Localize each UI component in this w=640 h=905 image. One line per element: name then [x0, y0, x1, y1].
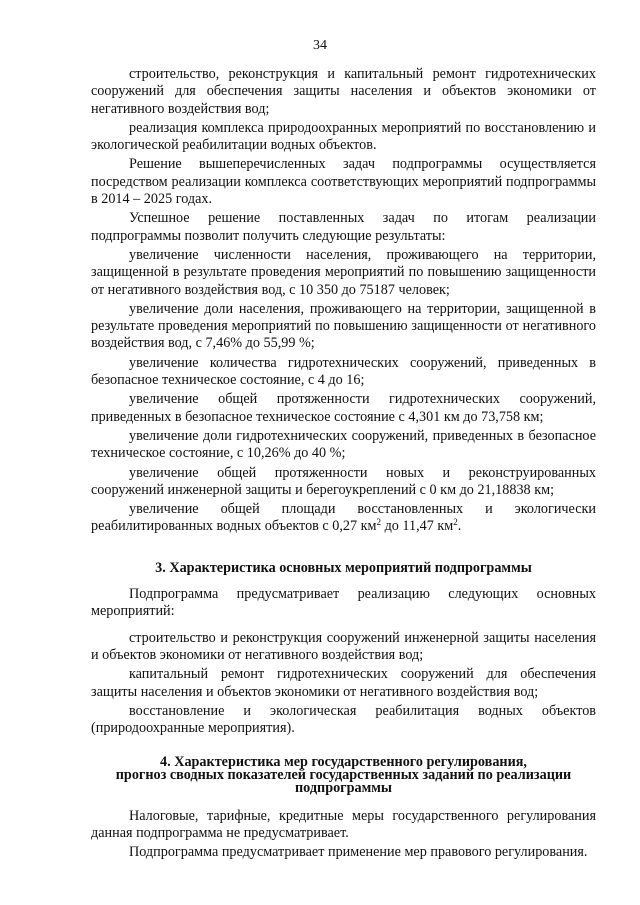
result-text-part: до 11,47 км [381, 518, 454, 535]
result-item: увеличение численности населения, проживающего на территории, защищенной в результате проведения мероприятий по повышению защищенности от негативного воздействия вод, с 10 350 до 75187 человек; [91, 246, 596, 298]
superscript: 2 [453, 517, 458, 528]
result-item-area [91, 501, 596, 536]
result-item: увеличение количества гидротехнических сооружений, приведенных в безопасное техническое состояние, с 4 до 16; [91, 354, 596, 389]
section-4-heading-line: 4. Характеристика мер государственного регулирования, [160, 753, 527, 770]
page-number: 34 [313, 38, 327, 53]
paragraph: Налоговые, тарифные, кредитные меры государственного регулирования данная подпрограмма не предусматривает. [91, 807, 596, 842]
result-item: увеличение общей протяженности гидротехнических сооружений, приведенных в безопасное техническое состояние с 4,301 км до 73,758 км; [91, 391, 596, 425]
paragraph: Подпрограмма предусматривает реализацию следующих основных мероприятий: [91, 586, 596, 620]
section-3-heading: 3. Характеристика основных мероприятий подпрограммы [155, 559, 532, 576]
result-item: увеличение общей протяженности новых и реконструированных сооружений инженерной защиты и берегоукреплений с 0 км до 21,18838 км; [91, 464, 596, 498]
section-4-heading-line: прогноз сводных показателей государственных заданий по реализации [115, 766, 572, 783]
activity-item: восстановление и экологическая реабилитация водных объектов (природоохранные мероприятия). [91, 702, 596, 737]
paragraph: Успешное решение поставленных задач по итогам реализации подпрограммы позволит получить следующие результаты: [91, 210, 596, 244]
result-item: увеличение доли гидротехнических сооружений, приведенных в безопасное техническое состояние, с 10,26% до 40 %; [91, 427, 596, 462]
paragraph: реализация комплекса природоохранных мероприятий по восстановлению и экологической реабилитации водных объектов. [91, 119, 596, 154]
result-item: увеличение доли населения, проживающего на территории, защищенной в результате проведения мероприятий по повышению защищенности от негативного воздействия вод, с 7,46% до 55,99 %; [91, 300, 596, 352]
paragraph: строительство, реконструкция и капитальный ремонт гидротехнических сооружений для обеспечения защиты населения и объектов экономики от негативного воздействия вод; [91, 66, 596, 117]
section-4-heading-line: подпрограммы [294, 780, 393, 797]
paragraph: Подпрограмма предусматривает применение мер правового регулирования. [129, 844, 588, 861]
section-4-heading [91, 753, 596, 797]
result-text-part: . [457, 518, 462, 535]
paragraph: Решение вышеперечисленных задач подпрограммы осуществляется посредством реализации комплекса соответствующих мероприятий подпрограммы в 2014 – 2025 годах. [91, 156, 596, 208]
superscript: 2 [376, 517, 382, 528]
activity-item: строительство и реконструкция сооружений инженерной защиты населения и объектов экономики от негативного воздействия вод; [91, 629, 596, 664]
body-text [91, 66, 596, 862]
activity-item: капитальный ремонт гидротехнических сооружений для обеспечения защиты населения и объектов экономики от негативного воздействия вод; [91, 666, 596, 700]
result-text-part: увеличение общей площади восстановленных и экологически реабилитированных водных объектов с 0,27 км [91, 501, 596, 535]
